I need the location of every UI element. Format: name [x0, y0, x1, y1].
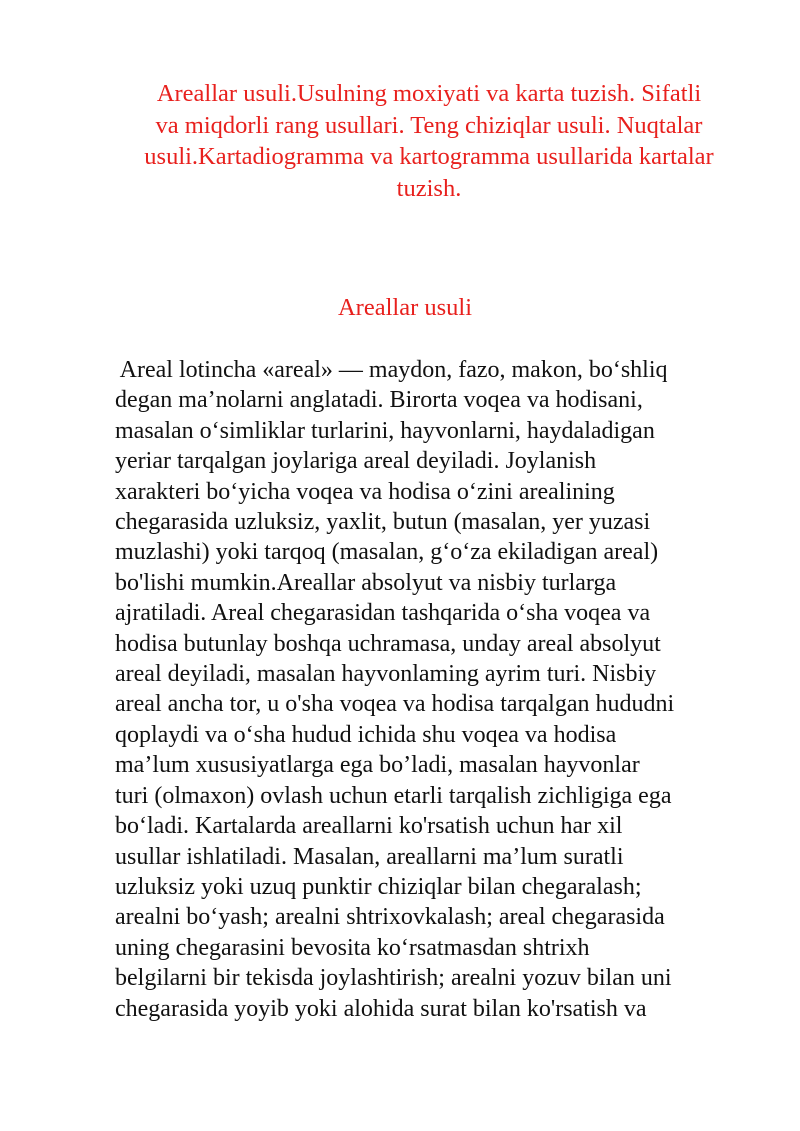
paragraph-line: areal ancha tor, u o'sha voqea va hodisa tarqalgan hududni [115, 691, 675, 718]
body-paragraph [115, 355, 755, 1024]
paragraph-line: uzluksiz yoki uzuq punktir chiziqlar bilan chegaralash; [115, 873, 642, 900]
paragraph-line: chegarasida uzluksiz, yaxlit, butun (masalan, yer yuzasi [115, 509, 651, 536]
paragraph-line: hodisa butunlay boshqa uchramasa, unday areal absolyut [115, 630, 661, 657]
paragraph-line: masalan o‘simliklar turlarini, hayvonlarni, haydaladigan [115, 417, 655, 444]
paragraph-line: chegarasida yoyib yoki alohida surat bilan ko'rsatish va [115, 995, 647, 1022]
paragraph-line: uning chegarasini bevosita ko‘rsatmasdan shtrixh [115, 934, 590, 961]
paragraph-line: yeriar tarqalgan joylariga areal deyiladi. Joylanish [115, 448, 597, 475]
paragraph-line: turi (olmaxon) ovlash uchun etarli tarqalish zichligiga ega [115, 782, 672, 809]
paragraph-line: usullar ishlatiladi. Masalan, areallarni ma’lum suratli [115, 843, 624, 870]
paragraph-line: bo'lishi mumkin.Areallar absolyut va nisbiy turlarga [115, 569, 617, 596]
paragraph-line: bo‘ladi. Kartalarda areallarni ko'rsatish uchun har xil [115, 813, 623, 840]
title-line: tuzish. [396, 174, 462, 202]
title-line: usuli.Kartadiogramma va kartogramma usullarida kartalar [144, 143, 714, 170]
document-title [115, 78, 743, 204]
paragraph-line: ajratiladi. Areal chegarasidan tashqarida o‘sha voqea va [115, 600, 651, 627]
paragraph-line: areal deyiladi, masalan hayvonlaming ayrim turi. Nisbiy [115, 661, 657, 688]
paragraph-line: arealni bo‘yash; arealni shtrixovkalash; areal chegarasida [115, 904, 665, 931]
paragraph-line: muzlashi) yoki tarqoq (masalan, g‘o‘za ekiladigan areal) [115, 539, 659, 566]
paragraph-line: belgilarni bir tekisda joylashtirish; arealni yozuv bilan uni [115, 965, 672, 992]
paragraph-line: Areal lotincha «areal» — maydon, fazo, makon, bo‘shliq [115, 357, 668, 383]
section-heading: Areallar usuli [337, 294, 473, 321]
paragraph-line: degan ma’nolarni anglatadi. Birorta voqea va hodisani, [115, 387, 643, 414]
paragraph-line: xarakteri bo‘yicha voqea va hodisa o‘zini arealining [115, 478, 615, 505]
paragraph-line: qoplaydi va o‘sha hudud ichida shu voqea va hodisa [115, 721, 617, 748]
paragraph-line: ma’lum xususiyatlarga ega bo’ladi, masalan hayvonlar [115, 752, 640, 779]
title-line: va miqdorli rang usullari. Teng chiziqlar usuli. Nuqtalar [155, 111, 703, 139]
title-line: Areallar usuli.Usulning moxiyati va karta tuzish. Sifatli [156, 80, 702, 107]
